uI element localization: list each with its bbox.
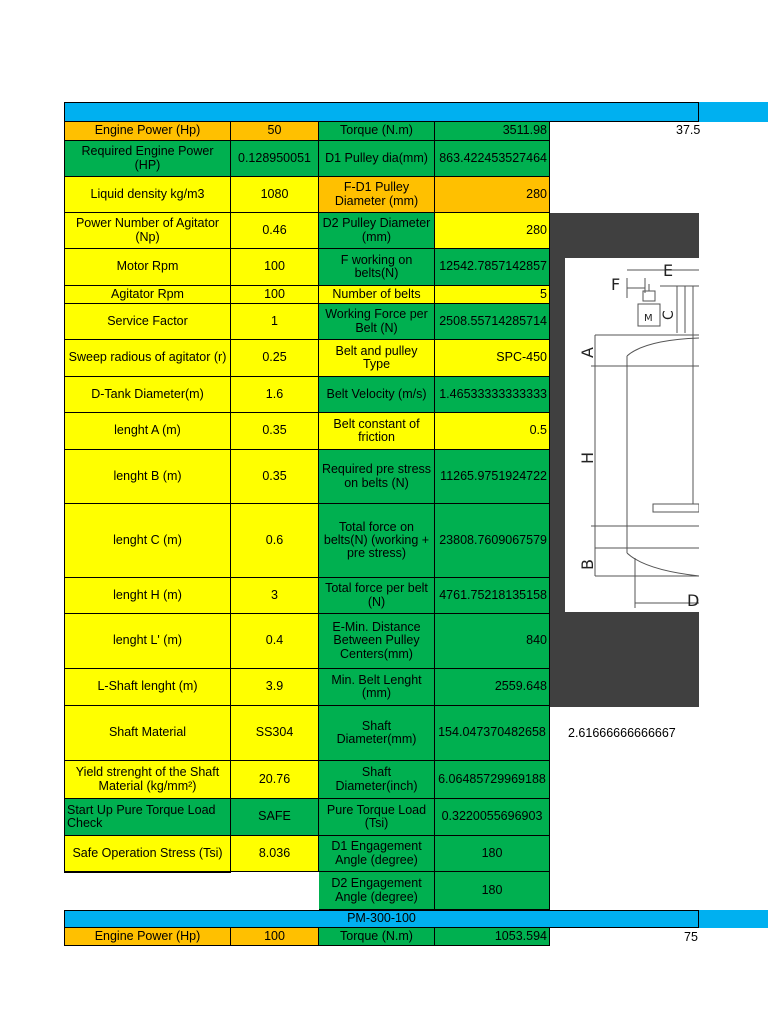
table-cell-label: Power Number of Agitator (Np) <box>64 213 231 249</box>
table-cell-value2: 0.5 <box>435 413 550 450</box>
table-cell-label2: Belt Velocity (m/s) <box>319 377 435 413</box>
table-cell-value2: 23808.7609067579 <box>435 504 550 578</box>
table-cell-value2: 2508.55714285714 <box>435 304 550 340</box>
diagram-label-a: A <box>578 347 597 358</box>
table-cell-value: SAFE <box>231 799 319 836</box>
table-cell-label2: Belt and pulley Type <box>319 340 435 377</box>
table-cell-value: 3.9 <box>231 669 319 706</box>
diagram-label-f: F <box>611 275 621 294</box>
table-cell-value <box>231 872 319 910</box>
table-cell-value: 0.6 <box>231 504 319 578</box>
table-cell-value: 1080 <box>231 177 319 213</box>
table-cell-label: D-Tank Diameter(m) <box>64 377 231 413</box>
table-cell-label2: Min. Belt Lenght (mm) <box>319 669 435 706</box>
table-cell-label2: Belt constant of friction <box>319 413 435 450</box>
table-cell-value: 1.6 <box>231 377 319 413</box>
diagram-label-e: E <box>663 261 674 280</box>
table-cell-value: 20.76 <box>231 761 319 799</box>
table-cell-value2: 863.422453527464 <box>435 141 550 177</box>
table-cell-label2: Total force per belt (N) <box>319 578 435 614</box>
table-cell-label2: Shaft Diameter(inch) <box>319 761 435 799</box>
table-cell-value2: 6.06485729969188 <box>435 761 550 799</box>
table-cell-value2: 840 <box>435 614 550 669</box>
section2-label: Engine Power (Hp) <box>64 928 231 946</box>
side-value-top: 37.5 <box>676 123 701 137</box>
table-cell-value2: 0.3220055696903 <box>435 799 550 836</box>
table-cell-value: 8.036 <box>231 836 319 872</box>
table-cell-label: Motor Rpm <box>64 249 231 286</box>
table-cell-value: 3 <box>231 578 319 614</box>
table-cell-label2: D1 Engagement Angle (degree) <box>319 836 435 872</box>
table-cell-value2: 180 <box>435 836 550 872</box>
table-cell-label: lenght A (m) <box>64 413 231 450</box>
table-cell-value2: 280 <box>435 213 550 249</box>
table-cell-value2: 5 <box>435 286 550 304</box>
table-cell-value: 0.25 <box>231 340 319 377</box>
table-cell-value: 0.128950051 <box>231 141 319 177</box>
table-cell-value: 1 <box>231 304 319 340</box>
table-cell-value2: SPC-450 <box>435 340 550 377</box>
side-value-bottom: 75 <box>684 930 698 944</box>
table-cell-value2: 11265.9751924722 <box>435 450 550 504</box>
table-cell-value2: 12542.7857142857 <box>435 249 550 286</box>
table-cell-value2: 1.46533333333333 <box>435 377 550 413</box>
table-cell-value: 0.46 <box>231 213 319 249</box>
table-cell-label2: Working Force per Belt (N) <box>319 304 435 340</box>
table-cell-label: Required Engine Power (HP) <box>64 141 231 177</box>
section2-title: PM-300-100 <box>64 910 699 928</box>
header-bar-border <box>64 102 699 122</box>
table-cell-label: Safe Operation Stress (Tsi) <box>64 836 231 872</box>
table-cell-label2: E-Min. Distance Between Pulley Centers(mm) <box>319 614 435 669</box>
table-cell-value: 100 <box>231 249 319 286</box>
table-cell-value: 0.35 <box>231 413 319 450</box>
table-cell-label2: F working on belts(N) <box>319 249 435 286</box>
table-cell-label2: Required pre stress on belts (N) <box>319 450 435 504</box>
table-cell-label2: D1 Pulley dia(mm) <box>319 141 435 177</box>
table-cell-label: Service Factor <box>64 304 231 340</box>
table-cell-label: Shaft Material <box>64 706 231 761</box>
diagram-label-h: H <box>578 451 597 464</box>
table-cell-label: L-Shaft lenght (m) <box>64 669 231 706</box>
table-cell-value: 0.35 <box>231 450 319 504</box>
diagram-label-d: D <box>687 591 699 610</box>
table-cell-label: Start Up Pure Torque Load Check <box>64 799 231 836</box>
section2-label2: Torque (N.m) <box>319 928 435 946</box>
table-cell-value2: 3511.98 <box>435 122 550 141</box>
table-cell-label: Yield strenght of the Shaft Material (kg/mm²) <box>64 761 231 799</box>
table-cell-label: Engine Power (Hp) <box>64 122 231 141</box>
diagram-label-c: C <box>661 310 677 320</box>
table-cell-value2: 2559.648 <box>435 669 550 706</box>
table-cell-label: lenght L' (m) <box>64 614 231 669</box>
table-cell-value: 50 <box>231 122 319 141</box>
table-cell-value2: 4761.75218135158 <box>435 578 550 614</box>
table-cell-value: 0.4 <box>231 614 319 669</box>
table-cell-label2: D2 Engagement Angle (degree) <box>319 872 435 910</box>
tank-diagram <box>565 258 699 612</box>
table-cell-label2: Total force on belts(N) (working + pre stress) <box>319 504 435 578</box>
table-cell-value: 100 <box>231 286 319 304</box>
table-cell-label <box>64 872 231 910</box>
table-cell-label: Sweep radious of agitator (r) <box>64 340 231 377</box>
diagram-label-b: B <box>578 559 597 570</box>
table-cell-label2: D2 Pulley Diameter (mm) <box>319 213 435 249</box>
table-cell-value: SS304 <box>231 706 319 761</box>
diagram-label-m: M <box>644 313 653 324</box>
section2-value2: 1053.594 <box>435 928 550 946</box>
table-cell-label: Agitator Rpm <box>64 286 231 304</box>
table-cell-label2: Shaft Diameter(mm) <box>319 706 435 761</box>
table-cell-label2: F-D1 Pulley Diameter (mm) <box>319 177 435 213</box>
side-value-middle: 2.61666666666667 <box>568 726 676 740</box>
table-cell-label: lenght H (m) <box>64 578 231 614</box>
table-cell-label2: Pure Torque Load (Tsi) <box>319 799 435 836</box>
table-cell-value2: 180 <box>435 872 550 910</box>
tank-diagram-svg <box>565 258 699 612</box>
table-cell-label2: Number of belts <box>319 286 435 304</box>
table-cell-label: Liquid density kg/m3 <box>64 177 231 213</box>
table-cell-label: lenght B (m) <box>64 450 231 504</box>
table-cell-value2: 280 <box>435 177 550 213</box>
section2-value: 100 <box>231 928 319 946</box>
table-cell-value2: 154.047370482658 <box>435 706 550 761</box>
table-cell-label2: Torque (N.m) <box>319 122 435 141</box>
table-cell-label: lenght C (m) <box>64 504 231 578</box>
